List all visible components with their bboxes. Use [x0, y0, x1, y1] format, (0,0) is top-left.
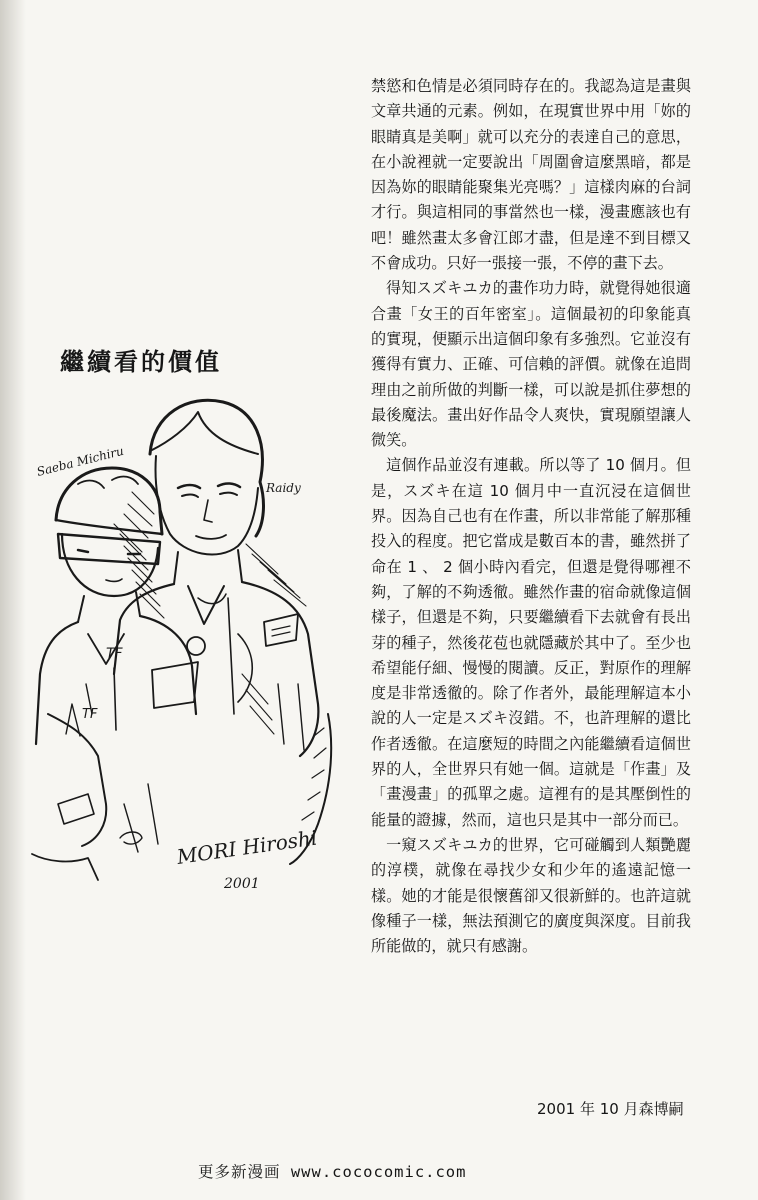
essay-paragraph: 得知スズキユカ的畫作功力時，就覺得她很適合畫「女王的百年密室」。這個最初的印象能真的實現，便顯示出這個印象有多強烈。它並沒有獲得有實力、正確、可信賴的評價。就像在追問理由之前所做的判斷一樣，可以說是抓住夢想的最後魔法。畫出好作品令人爽快，實現願望讓人微笑。 — [371, 279, 691, 450]
essay-body — [371, 74, 691, 959]
raidy-figure — [114, 400, 318, 756]
character-sketch-illustration — [28, 384, 353, 904]
footer-watermark-link[interactable]: 更多新漫画 www.cococomic.com — [198, 1163, 467, 1181]
essay-signature-date: 2001 年 10 月森博嗣 — [537, 1100, 684, 1118]
essay-paragraph: 一窺スズキユカ的世界，它可碰觸到人類艷麗的淳樸，就像在尋找少女和少年的遙遠記憶一樣。她的才能是很懷舊卻又很新鮮的。也許這就像種子一樣，無法預測它的廣度與深度。目前我所能做的，就只有感謝。 — [371, 835, 691, 956]
sleeve-text: TF — [82, 707, 98, 722]
patch-text: TF — [106, 646, 123, 662]
doodle-mark — [120, 832, 142, 844]
label-raidy: Raidy — [266, 481, 301, 495]
autograph-year: 2001 — [224, 876, 260, 892]
label-saeba-michiru: Saeba Michiru — [35, 443, 126, 479]
page-gutter-shadow — [0, 0, 26, 1200]
autograph-signature: MORI Hiroshi — [175, 825, 319, 869]
essay-title: 繼續看的價值 — [60, 347, 222, 376]
essay-paragraph: 禁慾和色情是必須同時存在的。我認為這是畫與文章共通的元素。例如，在現實世界中用「妳的眼睛真是美啊」就可以充分的表達自己的意思，在小說裡就一定要說出「周圍會這麼黑暗，都是因為妳的眼睛能聚集光亮嗎？」這樣肉麻的台詞才行。與這相同的事當然也一樣，漫畫應該也有吧！雖然畫太多會江郎才盡，但是達不到目標又不會成功。只好一張接一張，不停的畫下去。 — [371, 77, 691, 273]
essay-paragraph: 這個作品並沒有連載。所以等了 10 個月。但是，スズキ在這 10 個月中一直沉浸在這個世界。因為自己也有在作畫，所以非常能了解那種投入的程度。把它當成是數百本的書，雖然拼了命在 1 、 2 個小時內看完，但還是覺得哪裡不夠，了解的不夠透徹。雖然作畫的宿命就像這個樣子，但還是不夠，只要繼續看下去就會有長出芽的種子，然後花苞也就隱藏於其中了。至少也希望能仔細、慢慢的閱讀。反正，對原作的理解度是非常透徹的。除了作者外，最能理解這本小說的人一定是スズキ沒錯。不，也許理解的還比作者透徹。在這麼短的時間之內能繼續看這個世界的人，全世界只有她一個。這就是「作畫」及「畫漫畫」的孤單之處。這裡有的是其壓倒性的能量的證據，然而，這也只是其中一部分而已。 — [371, 456, 691, 829]
